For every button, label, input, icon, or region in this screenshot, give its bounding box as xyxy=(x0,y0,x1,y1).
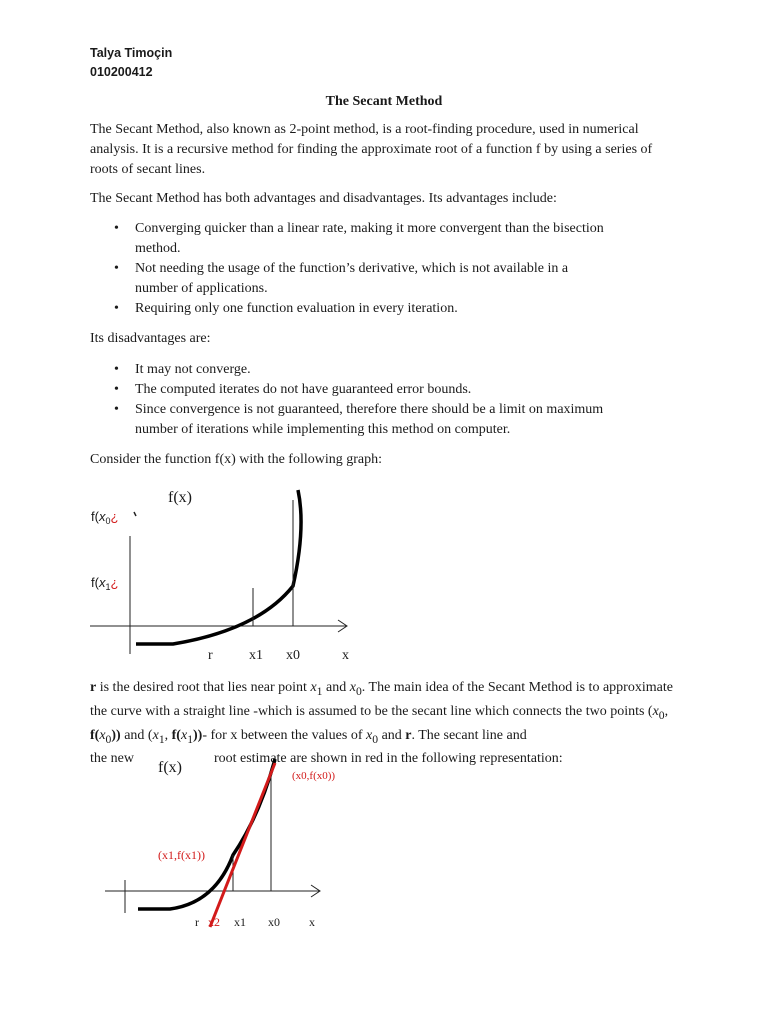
intro-paragraph: The Secant Method, also known as 2-point method, is a root-finding procedure, used in numerical analysis. It is a recursive method for finding the approximate root of a function f by using a series of roots of secant lines. xyxy=(90,122,653,177)
tick-label-x1: x1 xyxy=(234,915,246,929)
graph-intro: Consider the function f(x) with the following graph: xyxy=(90,452,382,467)
disadvantages-intro: Its disadvantages are: xyxy=(90,331,211,346)
tick-label-x: x xyxy=(309,915,315,929)
author-name: Talya Timoçin xyxy=(90,46,173,60)
list-item: • Requiring only one function evaluation in every iteration. xyxy=(90,299,610,319)
tick-label-x0: x0 xyxy=(286,648,300,663)
tick-label-x0: x0 xyxy=(268,915,280,929)
point-label-x1: (x1,f(x1)) xyxy=(158,848,205,862)
secant-graph xyxy=(105,755,365,930)
list-item: • Not needing the usage of the function’s derivative, which is not available in a number of applications. xyxy=(90,259,610,299)
y-axis-tick xyxy=(134,512,136,516)
tick-label-r: r xyxy=(208,648,213,663)
fx-label: f(x) xyxy=(158,759,182,776)
y-label-fx0: $f(x_0¿$ xyxy=(91,509,119,526)
page-title: The Secant Method xyxy=(325,94,443,109)
list-item: • Converging quicker than a linear rate, making it more convergent than the bisection method. xyxy=(90,219,610,259)
y-label-fx1: $f(x_1¿$ xyxy=(91,575,119,592)
tick-label-x2: x2 xyxy=(208,915,220,929)
student-id: 010200412 xyxy=(90,65,153,79)
tick-label-r: r xyxy=(195,915,199,929)
root-explanation-paragraph: r is the desired root that lies near point $x_1$ and $x_0$. The main idea of the Secant Method is to approximate the curve with a straight line -which is assumed to be the secant line which connects the two points ($x_0$, $f(x_0)$) and ($x_1$, $f(x_1))-$ for x between the values of $x_0$ and r. The secant line and the new root estimate are shown in red in the following representation: xyxy=(90,680,673,767)
function-graph xyxy=(88,478,368,668)
tick-label-x: x xyxy=(342,648,349,663)
tick-label-x1: x1 xyxy=(249,648,263,663)
list-item: • It may not converge. xyxy=(90,360,610,380)
secant-line xyxy=(210,763,275,927)
list-item: • The computed iterates do not have guaranteed error bounds. xyxy=(90,380,610,400)
fx-label: f(x) xyxy=(168,489,192,506)
function-curve xyxy=(138,759,275,909)
advantages-intro: The Secant Method has both advantages and disadvantages. Its advantages include: xyxy=(90,191,557,206)
disadvantages-list xyxy=(90,360,610,440)
point-label-x0: (x0,f(x0)) xyxy=(292,770,336,782)
advantages-list xyxy=(90,219,610,319)
function-curve xyxy=(136,490,301,644)
list-item: • Since convergence is not guaranteed, therefore there should be a limit on maximum number of iterations while implementing this method on computer. xyxy=(90,400,610,440)
